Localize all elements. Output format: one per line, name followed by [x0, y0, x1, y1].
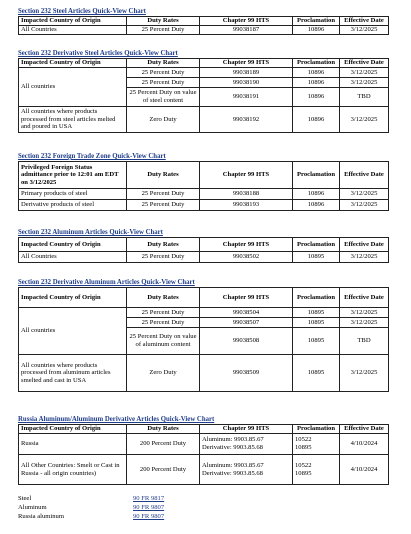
cell-proclamation: 10895 — [293, 308, 340, 318]
cell-country: All countries where products processed from aluminum articles smelted and cast in USA — [19, 355, 127, 392]
aluminum-table — [18, 237, 389, 263]
cell-hts: 99038191 — [200, 88, 293, 107]
cell-effective: TBD — [340, 328, 389, 355]
cell-duty: 25 Percent Duty — [127, 308, 200, 318]
table-row — [19, 434, 389, 455]
col-header-country: Impacted Country of Origin — [19, 425, 127, 434]
proclamation-2: 10895 — [295, 469, 312, 477]
cell-hts: 99038189 — [200, 68, 293, 78]
col-header-country: Impacted Country of Origin — [19, 238, 127, 252]
cell-effective: 3/12/2025 — [340, 200, 389, 211]
col-header-effective: Effective Date — [340, 17, 389, 26]
reference-row-aluminum — [18, 503, 278, 512]
col-header-duty: Duty Rates — [127, 288, 200, 308]
cell-proclamation: 10896 — [293, 88, 340, 107]
cell-hts: 99038507 — [200, 318, 293, 328]
col-header-effective: Effective Date — [340, 238, 389, 252]
col-header-proclamation: Proclamation — [293, 288, 340, 308]
table-header-row — [19, 59, 389, 68]
hts-derivative: Derivative: 9903.85.68 — [202, 469, 263, 477]
russia-table — [18, 424, 389, 485]
hts-derivative: Derivative: 9903.85.68 — [202, 444, 263, 451]
cell-proclamation: 10896 — [293, 26, 340, 35]
cell-duty: 25 Percent Duty — [127, 189, 200, 200]
proclamation-1: 10522 — [295, 436, 312, 444]
cell-proclamation: 10896 — [293, 189, 340, 200]
cell-duty: 25 Percent Duty — [127, 78, 200, 88]
cell-effective: 3/12/2025 — [340, 26, 389, 35]
col-header-country: Impacted Country of Origin — [19, 17, 127, 26]
steel-section — [18, 7, 388, 35]
cell-proclamation — [293, 434, 340, 455]
cell-hts: 99038509 — [200, 355, 293, 392]
col-header-hts: Chapter 99 HTS — [200, 59, 293, 68]
ftz-section — [18, 152, 388, 211]
col-header-proclamation: Proclamation — [293, 238, 340, 252]
col-header-proclamation: Proclamation — [293, 162, 340, 189]
col-header-effective: Effective Date — [340, 162, 389, 189]
table-header-row — [19, 238, 389, 252]
col-header-hts: Chapter 99 HTS — [200, 162, 293, 189]
table-row — [19, 252, 389, 263]
cell-effective: 3/12/2025 — [340, 189, 389, 200]
cell-country: All countries where products processed from steel articles melted and poured in USA — [19, 107, 127, 133]
cell-hts: 99038192 — [200, 107, 293, 133]
table-header-row — [19, 288, 389, 308]
cell-duty: 200 Percent Duty — [127, 455, 200, 485]
col-header-proclamation: Proclamation — [293, 59, 340, 68]
proclamation-1: 10522 — [295, 461, 312, 469]
derivative-steel-table — [18, 58, 389, 133]
cell-duty: 25 Percent Duty — [127, 252, 200, 263]
cell-duty: 25 Percent Duty on value of aluminum content — [127, 328, 200, 355]
russia-section-title[interactable]: Russia Aluminum/Aluminum Derivative Articles Quick-View Chart — [18, 416, 215, 423]
cell-duty: 200 Percent Duty — [127, 434, 200, 455]
cell-proclamation: 10896 — [293, 107, 340, 133]
col-header-effective: Effective Date — [340, 59, 389, 68]
col-header-proclamation: Proclamation — [293, 425, 340, 434]
cell-proclamation: 10896 — [293, 78, 340, 88]
reference-link[interactable]: 90 FR 9807 — [133, 513, 165, 520]
cell-effective: 3/12/2025 — [340, 68, 389, 78]
cell-duty: Zero Duty — [127, 355, 200, 392]
ftz-section-title[interactable]: Section 232 Foreign Trade Zone Quick-View Chart — [18, 153, 166, 160]
derivative-aluminum-section-title[interactable]: Section 232 Derivative Aluminum Articles Quick-View Chart — [18, 279, 195, 286]
cell-effective: 3/12/2025 — [340, 355, 389, 392]
derivative-aluminum-section — [18, 278, 388, 392]
col-header-proclamation: Proclamation — [293, 17, 340, 26]
col-header-effective: Effective Date — [340, 288, 389, 308]
col-header-duty: Duty Rates — [127, 238, 200, 252]
cell-effective: 3/12/2025 — [340, 78, 389, 88]
cell-country: Derivative products of steel — [19, 200, 127, 211]
cell-duty: 25 Percent Duty — [127, 68, 200, 78]
proclamation-2: 10895 — [295, 444, 312, 451]
cell-effective: 3/12/2025 — [340, 252, 389, 263]
aluminum-section-title[interactable]: Section 232 Aluminum Articles Quick-View Chart — [18, 229, 163, 236]
table-row — [19, 68, 389, 78]
russia-section — [18, 415, 388, 485]
cell-hts: 99038508 — [200, 328, 293, 355]
cell-proclamation: 10896 — [293, 200, 340, 211]
derivative-aluminum-table — [18, 287, 389, 392]
col-header-privileged-foreign-status: Privileged Foreign Status admittance prior to 12:01 am EDT on 3/12/2025 — [19, 162, 127, 189]
cell-duty: 25 Percent Duty — [127, 26, 200, 35]
cell-proclamation: 10895 — [293, 318, 340, 328]
table-row — [19, 107, 389, 133]
ftz-table — [18, 161, 389, 211]
steel-section-title[interactable]: Section 232 Steel Articles Quick-View Chart — [18, 8, 146, 15]
cell-proclamation: 10895 — [293, 328, 340, 355]
cell-country: All Countries — [19, 26, 127, 35]
cell-effective: TBD — [340, 88, 389, 107]
table-row — [19, 200, 389, 211]
cell-proclamation: 10896 — [293, 68, 340, 78]
reference-row-steel — [18, 494, 278, 503]
reference-label: Steel — [18, 495, 32, 502]
aluminum-section — [18, 228, 388, 263]
references-list — [18, 494, 278, 521]
derivative-steel-section — [18, 49, 388, 133]
cell-country: All Countries — [19, 252, 127, 263]
cell-country-group: All countries — [19, 68, 127, 107]
col-header-duty: Duty Rates — [127, 17, 200, 26]
cell-hts: 99038502 — [200, 252, 293, 263]
cell-effective: 3/12/2025 — [340, 318, 389, 328]
reference-row-russia-aluminum — [18, 512, 278, 521]
table-header-row — [19, 162, 389, 189]
col-header-duty: Duty Rates — [127, 59, 200, 68]
table-header-row — [19, 425, 389, 434]
col-header-hts: Chapter 99 HTS — [200, 238, 293, 252]
hts-aluminum: Aluminum: 9903.85.67 — [202, 436, 264, 444]
cell-effective: 4/10/2024 — [340, 455, 389, 485]
cell-effective: 3/12/2025 — [340, 107, 389, 133]
reference-link[interactable]: 90 FR 9817 — [133, 495, 165, 502]
reference-label: Russia aluminum — [18, 513, 64, 520]
derivative-steel-section-title[interactable]: Section 232 Derivative Steel Articles Quick-View Chart — [18, 50, 178, 57]
col-header-duty: Duty Rates — [127, 425, 200, 434]
cell-hts: 99038190 — [200, 78, 293, 88]
cell-duty: 25 Percent Duty on value of steel content — [127, 88, 200, 107]
col-header-hts: Chapter 99 HTS — [200, 425, 293, 434]
col-header-country: Impacted Country of Origin — [19, 59, 127, 68]
col-header-hts: Chapter 99 HTS — [200, 17, 293, 26]
hts-aluminum: Aluminum: 9903.85.67 — [202, 461, 264, 469]
table-row — [19, 455, 389, 485]
table-row — [19, 308, 389, 318]
cell-effective: 3/12/2025 — [340, 308, 389, 318]
cell-effective: 4/10/2024 — [340, 434, 389, 455]
cell-proclamation: 10895 — [293, 355, 340, 392]
cell-proclamation: 10895 — [293, 252, 340, 263]
cell-country: Primary products of steel — [19, 189, 127, 200]
reference-link[interactable]: 90 FR 9807 — [133, 504, 165, 511]
col-header-country: Impacted Country of Origin — [19, 288, 127, 308]
table-row — [19, 189, 389, 200]
col-header-hts: Chapter 99 HTS — [200, 288, 293, 308]
cell-country: All Other Countries: Smelt or Cast in Russia - all origin countries) — [19, 455, 127, 485]
table-row — [19, 355, 389, 392]
cell-hts: 99038187 — [200, 26, 293, 35]
col-header-effective: Effective Date — [340, 425, 389, 434]
cell-duty: 25 Percent Duty — [127, 318, 200, 328]
cell-hts: 99038504 — [200, 308, 293, 318]
reference-label: Aluminum — [18, 504, 47, 511]
col-header-duty: Duty Rates — [127, 162, 200, 189]
table-row — [19, 26, 389, 35]
steel-table — [18, 16, 389, 35]
cell-duty: 25 Percent Duty — [127, 200, 200, 211]
cell-country: Russia — [19, 434, 127, 455]
cell-hts — [200, 455, 293, 485]
cell-country-group: All countries — [19, 308, 127, 355]
table-header-row — [19, 17, 389, 26]
cell-hts: 99038193 — [200, 200, 293, 211]
cell-hts — [200, 434, 293, 455]
cell-proclamation — [293, 455, 340, 485]
cell-duty: Zero Duty — [127, 107, 200, 133]
cell-hts: 99038188 — [200, 189, 293, 200]
